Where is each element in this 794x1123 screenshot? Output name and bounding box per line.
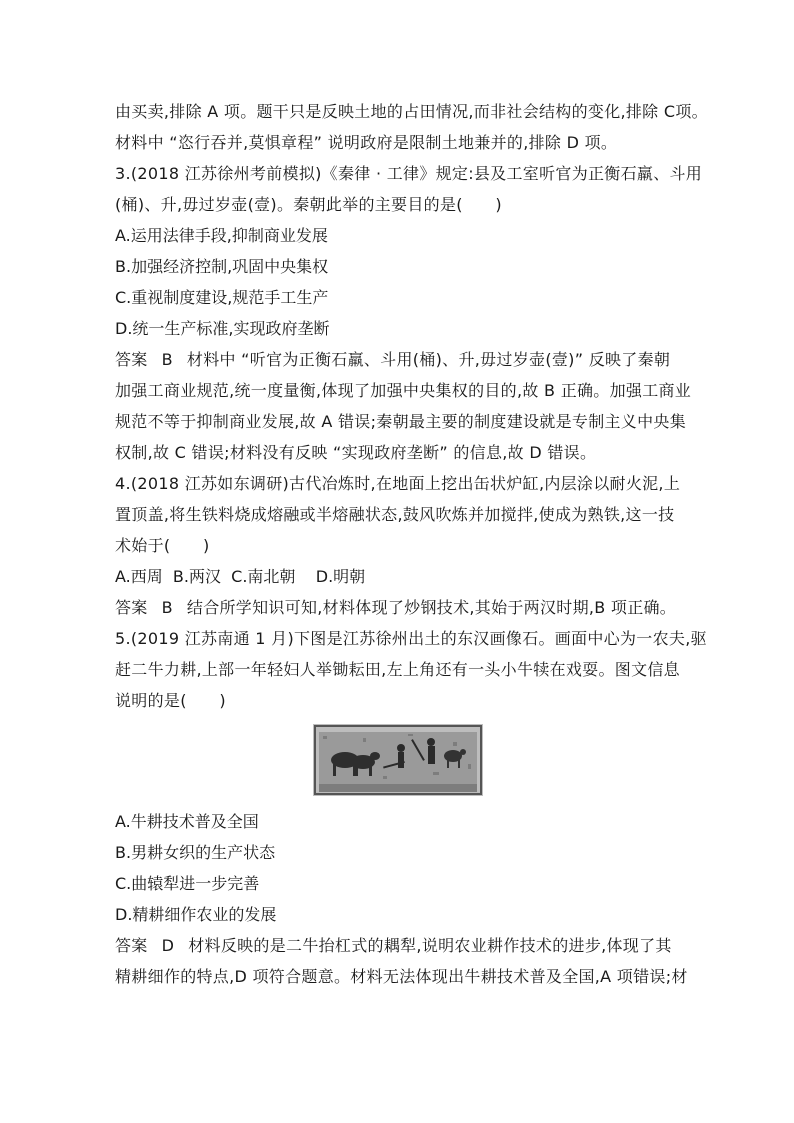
option-c: C.重视制度建设,规范手工生产 (115, 288, 329, 307)
answer-line (115, 930, 681, 961)
text-line: 材料中 “恣行吞并,莫惧章程” 说明政府是限制土地兼并的,排除 D 项。 (115, 133, 618, 152)
answer-explanation-line: 加强工商业规范,统一度量衡,体现了加强中央集权的目的,故 B 正确。加强工商业 (115, 381, 692, 400)
document-page (115, 96, 708, 992)
answer-label: 答案 (115, 598, 148, 617)
stone-relief-image (313, 724, 483, 796)
question-stem-line: 置顶盖,将生铁料烧成熔融或半熔融状态,鼓风吹炼并加搅拌,使成为熟铁,这一技 (115, 505, 675, 524)
text-line: 由买卖,排除 A 项。题干只是反映土地的占田情况,而非社会结构的变化,排除 C项。 (115, 102, 708, 121)
answer-explanation: 材料中 “听官为正衡石羸、斗用(桶)、升,毋过岁壶(壹)” 反映了秦朝 (186, 350, 671, 369)
option-a: A.运用法律手段,抑制商业发展 (115, 226, 328, 245)
answer-label: 答案 (115, 936, 148, 955)
answer-explanation: 结合所学知识可知,材料体现了炒钢技术,其始于两汉时期,B 项正确。 (186, 598, 677, 617)
option-c: C.曲辕犁进一步完善 (115, 874, 260, 893)
option-d: D.统一生产标准,实现政府垄断 (115, 319, 330, 338)
answer-letter: B (161, 598, 173, 617)
option-d: D.精耕细作农业的发展 (115, 905, 277, 924)
answer-explanation-line: 精耕细作的特点,D 项符合题意。材料无法体现出牛耕技术普及全国,A 项错误;材 (115, 967, 688, 986)
question-stem-line: 5.(2019 江苏南通 1 月)下图是江苏徐州出土的东汉画像石。画面中心为一农夫,驱 (115, 629, 707, 648)
question-stem-line: (桶)、升,毋过岁壶(壹)。秦朝此举的主要目的是( ) (115, 195, 502, 214)
question-stem-line: 赶二牛力耕,上部一年轻妇人举锄耘田,左上角还有一头小牛犊在戏耍。图文信息 (115, 660, 680, 679)
option-b: B.加强经济控制,巩固中央集权 (115, 257, 329, 276)
answer-line (115, 344, 681, 375)
option-b: B.男耕女织的生产状态 (115, 843, 276, 862)
answer-explanation: 材料反映的是二牛抬杠式的耦犁,说明农业耕作技术的进步,体现了其 (188, 936, 672, 955)
answer-explanation-line: 规范不等于抑制商业发展,故 A 错误;秦朝最主要的制度建设就是专制主义中央集 (115, 412, 686, 431)
question-4 (115, 468, 681, 623)
answer-explanation-line: 权制,故 C 错误;材料没有反映 “实现政府垄断” 的信息,故 D 错误。 (115, 443, 597, 462)
question-stem-line: 3.(2018 江苏徐州考前模拟)《秦律 · 工律》规定:县及工室听官为正衡石羸、斗用 (115, 164, 703, 183)
figure-container (115, 724, 681, 800)
answer-letter: D (161, 936, 175, 955)
answer-letter: B (161, 350, 173, 369)
question-stem-line: 4.(2018 江苏如东调研)古代冶炼时,在地面上挖出缶状炉缸,内层涂以耐火泥,上 (115, 474, 681, 493)
answer-label: 答案 (115, 350, 148, 369)
question-stem-line: 说明的是( ) (115, 691, 226, 710)
question-5 (115, 623, 707, 992)
question-3 (115, 158, 703, 468)
option-a: A.牛耕技术普及全国 (115, 812, 259, 831)
options-inline: A.西周 B.两汉 C.南北朝 D.明朝 (115, 567, 366, 586)
question-stem-line: 术始于( ) (115, 536, 210, 555)
answer-line (115, 592, 681, 623)
